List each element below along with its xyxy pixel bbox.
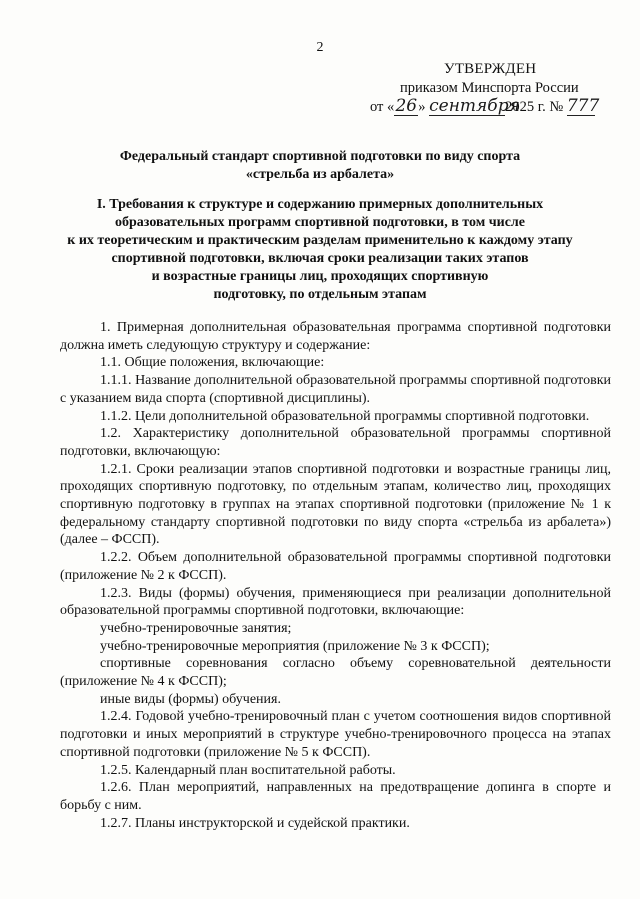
date-separator: »	[418, 99, 426, 115]
paragraph: учебно-тренировочные мероприятия (приложение № 3 к ФССП);	[100, 638, 490, 654]
standard-title	[60, 148, 580, 184]
section-title-line: и возрастные границы лиц, проходящих спортивную	[151, 269, 489, 284]
paragraph: 1. Примерная дополнительная образовательная программа спортивной подготовки должна иметь следующую структуру и содержание:	[60, 320, 611, 353]
handwritten-month: сентября	[429, 96, 520, 116]
paragraph: 1.2.3. Виды (формы) обучения, применяющиеся при реализации дополнительной образовательной программы спортивной подготовки, включающие:	[60, 585, 611, 619]
section-title-line: к их теоретическим и практическим разделам применительно к каждому этапу	[67, 233, 573, 248]
standard-title-line: «стрельба из арбалета»	[245, 167, 395, 182]
paragraph: 1.1.1. Название дополнительной образовательной программы спортивной подготовки с указанием вида спорта (спортивной дисциплины).	[60, 373, 611, 406]
section-title-line: образовательных программ спортивной подготовки, в том числе	[115, 215, 525, 230]
paragraph: 1.1. Общие положения, включающие:	[100, 355, 325, 371]
paragraph: 1.1.2. Цели дополнительной образовательной программы спортивной подготовки.	[100, 408, 590, 424]
date-prefix: от «	[370, 99, 395, 115]
paragraph: 1.2. Характеристику дополнительной образовательной программы спортивной подготовки, включающую:	[60, 426, 611, 459]
standard-title-line: Федеральный стандарт спортивной подготовки по виду спорта	[119, 149, 521, 164]
paragraph: спортивные соревнования согласно объему соревновательной деятельности (приложение № 4 к ФССП);	[60, 656, 611, 690]
paragraph: 1.2.7. Планы инструкторской и судейской практики.	[100, 815, 410, 831]
paragraph: 1.2.2. Объем дополнительной образовательной программы спортивной подготовки (приложение № 2 к ФССП).	[60, 550, 611, 583]
section-title-line: спортивной подготовки, включая сроки реализации таких этапов	[111, 251, 529, 266]
approval-order: приказом Минспорта России	[400, 80, 579, 96]
date-year: 2025 г. №	[505, 99, 564, 115]
approval-title: УТВЕРЖДЕН	[444, 61, 537, 77]
paragraph: иные виды (формы) обучения.	[100, 691, 281, 707]
paragraph: учебно-тренировочные занятия;	[100, 620, 292, 636]
paragraph: 1.2.1. Сроки реализации этапов спортивной подготовки и возрастные границы лиц, проходящих спортивную подготовку, по отдельным этапам, количество лиц, проходящих спортивную подготовку в группах на этапах спортивной подготовки (приложение № 1 к федеральному стандарту спортивной подготовки по виду спорта «стрельба из арбалета») (далее – ФССП).	[60, 461, 611, 548]
section-title-line: I. Требования к структуре и содержанию примерных дополнительных	[96, 197, 544, 212]
section-title	[60, 196, 580, 304]
handwritten-day: 26	[395, 96, 418, 116]
paragraph: 1.2.4. Годовой учебно-тренировочный план с учетом соотношения видов спортивной подготовки и иных мероприятий в структуре учебно-тренировочного процесса на этапах спортивной подготовки (приложение № 5 к ФССП).	[60, 709, 611, 760]
paragraph: 1.2.6. План мероприятий, направленных на предотвращение допинга в спорте и борьбу с ним.	[60, 780, 611, 813]
page-number: 2	[316, 40, 324, 55]
paragraph: 1.2.5. Календарный план воспитательной работы.	[100, 762, 396, 778]
approval-date	[360, 98, 620, 117]
document-body	[60, 319, 611, 832]
section-title-line: подготовку, по отдельным этапам	[213, 287, 427, 302]
handwritten-order-number: 777	[566, 96, 600, 116]
approval-stamp	[360, 60, 620, 117]
